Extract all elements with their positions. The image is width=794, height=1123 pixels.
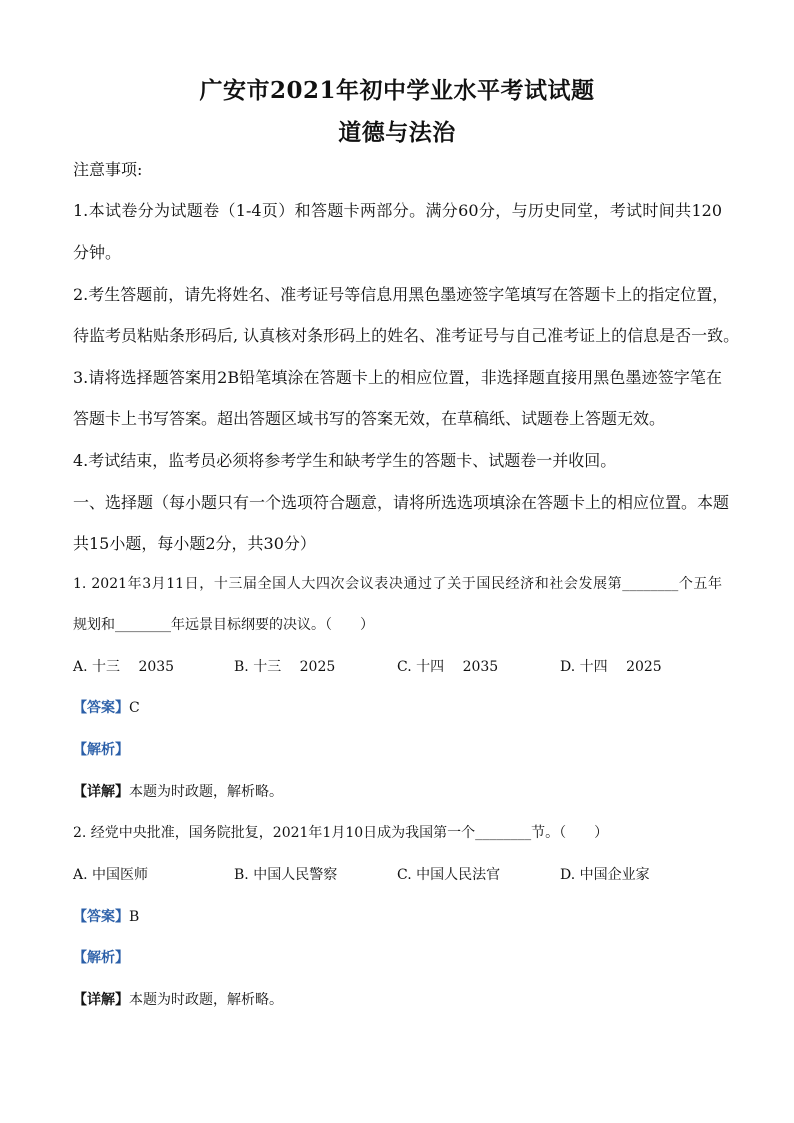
exam-title: 广安市2021年初中学业水平考试试题 xyxy=(199,77,595,104)
q1-detail-text: 本题为时政题，解析略。 xyxy=(129,784,283,800)
q2-answer xyxy=(73,906,722,926)
q1-stem-cont: 规划和________年远景目标纲要的决议。（ ） xyxy=(73,617,374,633)
q2-detail-tag: 【详解】 xyxy=(73,992,129,1008)
notice-item-3: 3.请将选择题答案用2B铅笔填涂在答题卡上的相应位置，非选择题直接用黑色墨迹签字笔在 xyxy=(73,368,722,387)
q2-option-a: A. 中国医师 xyxy=(73,867,149,883)
q1-detail xyxy=(73,781,722,801)
q2-stem: 2. 经党中央批准，国务院批复，2021年1月10日成为我国第一个________节。（ ） xyxy=(73,825,609,841)
q2-option-c: C. 中国人民法官 xyxy=(397,867,501,883)
q1-analysis-tag: 【解析】 xyxy=(73,742,129,758)
q2-detail xyxy=(73,989,722,1009)
notice-item-1-cont: 分钟。 xyxy=(73,243,122,262)
q1-answer-tag: 【答案】 xyxy=(73,700,129,716)
q2-option-d: D. 中国企业家 xyxy=(560,867,650,883)
exam-subject: 道德与法治 xyxy=(338,119,456,146)
notice-item-1: 1.本试卷分为试题卷（1-4页）和答题卡两部分。满分60分，与历史同堂，考试时间共120 xyxy=(73,201,722,220)
q2-detail-text: 本题为时政题，解析略。 xyxy=(129,992,283,1008)
q2-analysis xyxy=(73,947,722,967)
q2-analysis-tag: 【解析】 xyxy=(73,950,129,966)
q1-stem: 1. 2021年3月11日，十三届全国人大四次会议表决通过了关于国民经济和社会发展第________个五年 xyxy=(73,576,722,592)
section-heading-cont: 共15小题，每小题2分，共30分） xyxy=(73,534,316,553)
q1-option-d: D. 十四 2025 xyxy=(560,659,662,675)
notice-item-2-cont: 待监考员粘贴条形码后, 认真核对条形码上的姓名、准考证号与自己准考证上的信息是否一致。 xyxy=(73,326,740,345)
q1-option-b: B. 十三 2025 xyxy=(234,659,336,675)
notice-item-4: 4.考试结束，监考员必须将参考学生和缺考学生的答题卡、试题卷一并收回。 xyxy=(73,451,617,470)
q2-answer-value: B xyxy=(129,909,140,925)
q1-option-a: A. 十三 2035 xyxy=(73,659,175,675)
notice-item-3-cont: 答题卡上书写答案。超出答题区域书写的答案无效，在草稿纸、试题卷上答题无效。 xyxy=(73,409,666,428)
section-heading: 一、选择题（每小题只有一个选项符合题意，请将所选选项填涂在答题卡上的相应位置。本题 xyxy=(73,493,730,512)
notice-heading: 注意事项: xyxy=(73,160,143,179)
q1-answer xyxy=(73,697,722,717)
q2-answer-tag: 【答案】 xyxy=(73,909,129,925)
q2-option-b: B. 中国人民警察 xyxy=(234,867,338,883)
q1-option-c: C. 十四 2035 xyxy=(397,659,499,675)
notice-item-2: 2.考生答题前，请先将姓名、准考证号等信息用黑色墨迹签字笔填写在答题卡上的指定位置， xyxy=(73,285,729,304)
q1-analysis xyxy=(73,739,722,759)
q1-answer-value: C xyxy=(129,700,140,716)
q1-detail-tag: 【详解】 xyxy=(73,784,129,800)
